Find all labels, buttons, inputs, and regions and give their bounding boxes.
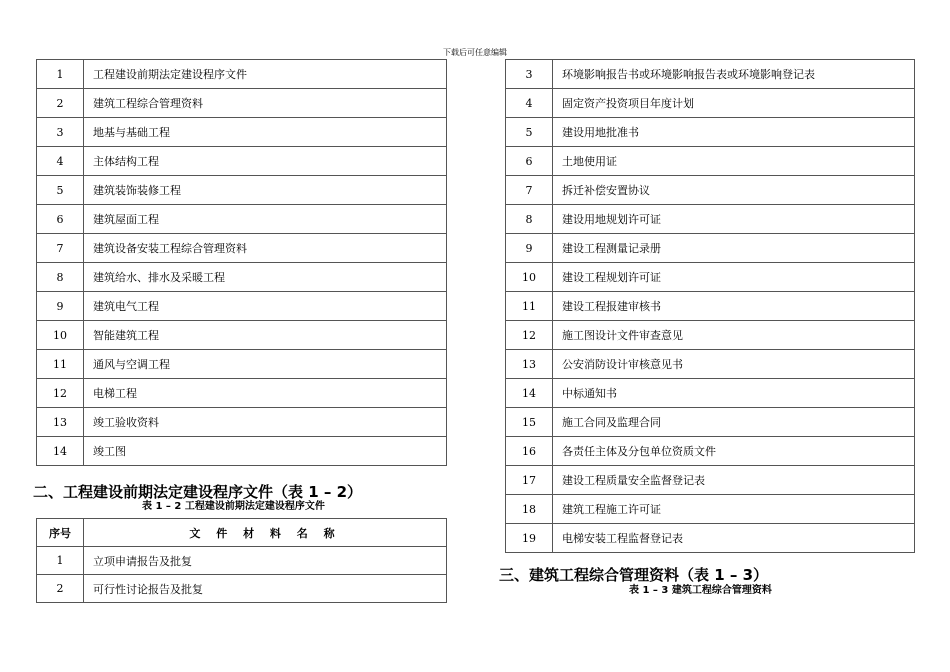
- row-number: 4: [506, 89, 553, 118]
- row-name: 电梯安装工程监督登记表: [553, 524, 915, 553]
- table-row: [37, 118, 447, 147]
- row-name: 建筑工程综合管理资料: [84, 89, 447, 118]
- row-number: 19: [506, 524, 553, 553]
- table-row: [37, 379, 447, 408]
- row-name: 建设工程质量安全监督登记表: [553, 466, 915, 495]
- row-number: 4: [37, 147, 84, 176]
- table-row: [37, 575, 447, 603]
- table-row: [506, 408, 915, 437]
- table-row: [506, 350, 915, 379]
- row-name: 建设工程规划许可证: [553, 263, 915, 292]
- table-row: [37, 60, 447, 89]
- table-row: [506, 118, 915, 147]
- table-row: [506, 524, 915, 553]
- table-1-2-body: [37, 547, 447, 603]
- row-number: 6: [506, 147, 553, 176]
- row-number: 3: [506, 60, 553, 89]
- row-number: 5: [506, 118, 553, 147]
- table-1-2-continued-body: [506, 60, 915, 553]
- table-row: [506, 234, 915, 263]
- row-name: 通风与空调工程: [84, 350, 447, 379]
- column-header-name: 文 件 材 料 名 称: [84, 519, 447, 547]
- table-row: [506, 147, 915, 176]
- row-name: 地基与基础工程: [84, 118, 447, 147]
- file-category-table: [36, 59, 447, 466]
- row-name: 建设工程报建审核书: [553, 292, 915, 321]
- row-name: 公安消防设计审核意见书: [553, 350, 915, 379]
- row-number: 6: [37, 205, 84, 234]
- table-row: [37, 234, 447, 263]
- row-name: 可行性讨论报告及批复: [84, 575, 447, 603]
- row-number: 12: [37, 379, 84, 408]
- table-row: [37, 547, 447, 575]
- table-1-2-header: [37, 519, 447, 547]
- row-name: 主体结构工程: [84, 147, 447, 176]
- row-number: 7: [506, 176, 553, 205]
- row-number: 15: [506, 408, 553, 437]
- row-name: 竣工验收资料: [84, 408, 447, 437]
- row-name: 土地使用证: [553, 147, 915, 176]
- row-number: 9: [506, 234, 553, 263]
- table-row: [37, 321, 447, 350]
- row-name: 智能建筑工程: [84, 321, 447, 350]
- table-row: [506, 60, 915, 89]
- row-number: 14: [506, 379, 553, 408]
- table-row: [506, 379, 915, 408]
- row-name: 建筑给水、排水及采暖工程: [84, 263, 447, 292]
- row-number: 8: [37, 263, 84, 292]
- row-name: 建筑工程施工许可证: [553, 495, 915, 524]
- row-number: 17: [506, 466, 553, 495]
- row-name: 电梯工程: [84, 379, 447, 408]
- row-name: 竣工图: [84, 437, 447, 466]
- table-row: [506, 495, 915, 524]
- row-number: 9: [37, 292, 84, 321]
- column-header-number: 序号: [37, 519, 84, 547]
- row-number: 10: [37, 321, 84, 350]
- table-row: [37, 176, 447, 205]
- table-row: [37, 437, 447, 466]
- table-row: [37, 205, 447, 234]
- row-number: 11: [506, 292, 553, 321]
- table-row: [506, 205, 915, 234]
- row-name: 各责任主体及分包单位资质文件: [553, 437, 915, 466]
- table-1-2: [36, 518, 447, 603]
- table-1-2-caption: 表 1 – 2 工程建设前期法定建设程序文件: [142, 501, 325, 512]
- table-row: [37, 292, 447, 321]
- row-number: 2: [37, 89, 84, 118]
- row-number: 2: [37, 575, 84, 603]
- row-number: 14: [37, 437, 84, 466]
- table-row: [37, 147, 447, 176]
- row-number: 13: [506, 350, 553, 379]
- row-number: 1: [37, 547, 84, 575]
- table-row: [506, 292, 915, 321]
- row-name: 拆迁补偿安置协议: [553, 176, 915, 205]
- row-name: 施工合同及监理合同: [553, 408, 915, 437]
- row-number: 3: [37, 118, 84, 147]
- row-number: 7: [37, 234, 84, 263]
- table-row: [506, 437, 915, 466]
- row-name: 建设用地规划许可证: [553, 205, 915, 234]
- row-number: 18: [506, 495, 553, 524]
- row-name: 固定资产投资项目年度计划: [553, 89, 915, 118]
- row-name: 中标通知书: [553, 379, 915, 408]
- row-name: 建设用地批准书: [553, 118, 915, 147]
- section-3-heading: 三、建筑工程综合管理资料（表 1 – 3）: [499, 566, 769, 584]
- row-name: 建筑屋面工程: [84, 205, 447, 234]
- row-number: 13: [37, 408, 84, 437]
- row-number: 10: [506, 263, 553, 292]
- section-2-heading: 二、工程建设前期法定建设程序文件（表 1 – 2）: [33, 483, 363, 501]
- table-1-3-caption: 表 1 – 3 建筑工程综合管理资料: [629, 585, 772, 596]
- row-number: 12: [506, 321, 553, 350]
- table-row: [506, 89, 915, 118]
- table-row: [37, 263, 447, 292]
- row-number: 11: [37, 350, 84, 379]
- table-row: [506, 466, 915, 495]
- row-name: 建筑设备安装工程综合管理资料: [84, 234, 447, 263]
- table-row: [37, 350, 447, 379]
- table-header-row: [37, 519, 447, 547]
- row-number: 16: [506, 437, 553, 466]
- table-row: [37, 408, 447, 437]
- row-number: 5: [37, 176, 84, 205]
- row-name: 工程建设前期法定建设程序文件: [84, 60, 447, 89]
- row-name: 建设工程测量记录册: [553, 234, 915, 263]
- table-row: [506, 263, 915, 292]
- row-number: 1: [37, 60, 84, 89]
- row-name: 环境影响报告书或环境影响报告表或环境影响登记表: [553, 60, 915, 89]
- table-row: [506, 176, 915, 205]
- header-note: 下载后可任意编辑: [443, 48, 507, 57]
- row-name: 立项申请报告及批复: [84, 547, 447, 575]
- row-name: 建筑电气工程: [84, 292, 447, 321]
- table-1-2-continued: [505, 59, 915, 553]
- row-number: 8: [506, 205, 553, 234]
- row-name: 建筑装饰装修工程: [84, 176, 447, 205]
- table-row: [37, 89, 447, 118]
- table-row: [506, 321, 915, 350]
- row-name: 施工图设计文件审查意见: [553, 321, 915, 350]
- file-category-table-body: [37, 60, 447, 466]
